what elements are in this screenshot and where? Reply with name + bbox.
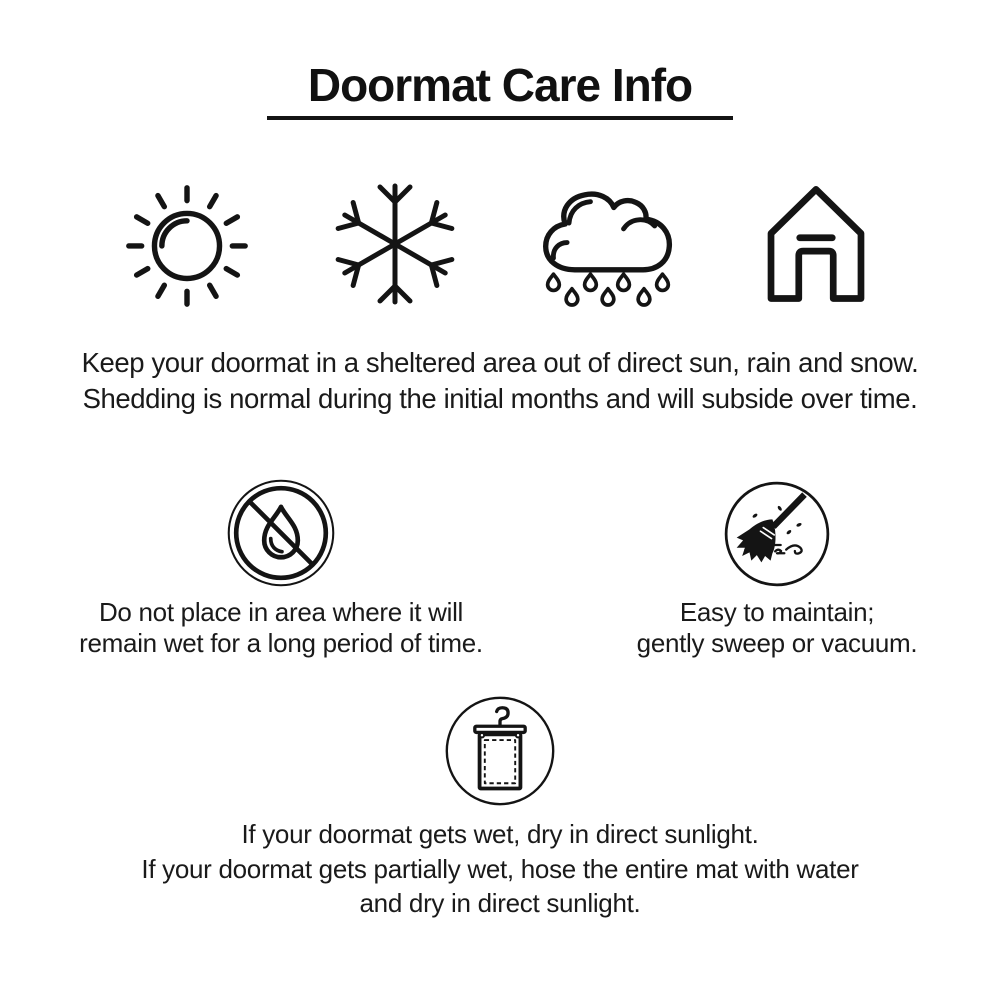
sweep-caption-line-2: gently sweep or vacuum.	[636, 628, 918, 658]
rain-cloud-icon	[534, 180, 680, 307]
broom-icon	[722, 479, 832, 589]
drying-section	[0, 693, 1000, 921]
no-water-caption-line-1: Do not place in area where it will	[98, 597, 464, 627]
title-underline	[267, 116, 733, 120]
drying-caption-line-3: and dry in direct sunlight.	[359, 888, 641, 918]
weather-icons-row	[118, 172, 883, 314]
house-icon	[749, 176, 883, 310]
drying-caption	[0, 817, 1000, 921]
no-water-icon	[225, 477, 337, 589]
intro-line-2: Shedding is normal during the initial months and will subside over time.	[82, 383, 918, 414]
no-water-caption-line-2: remain wet for a long period of time.	[79, 628, 483, 658]
sweep-caption-line-1: Easy to maintain;	[679, 597, 875, 627]
drying-caption-line-2: If your doormat gets partially wet, hose the entire mat with water	[141, 853, 859, 884]
sweep-caption	[527, 597, 1000, 659]
no-water-caption	[31, 597, 531, 659]
intro-line-1: Keep your doormat in a sheltered area out of direct sun, rain and snow.	[81, 347, 919, 378]
hanging-mat-icon	[443, 693, 557, 807]
snowflake-icon	[325, 173, 465, 313]
page-title: Doormat Care Info	[307, 59, 693, 111]
drying-caption-line-1: If your doormat gets wet, dry in direct sunlight.	[241, 819, 759, 849]
sun-icon	[118, 174, 256, 312]
care-item-sweep	[527, 479, 1000, 659]
care-item-no-water	[31, 477, 531, 659]
intro-text	[0, 345, 1000, 417]
